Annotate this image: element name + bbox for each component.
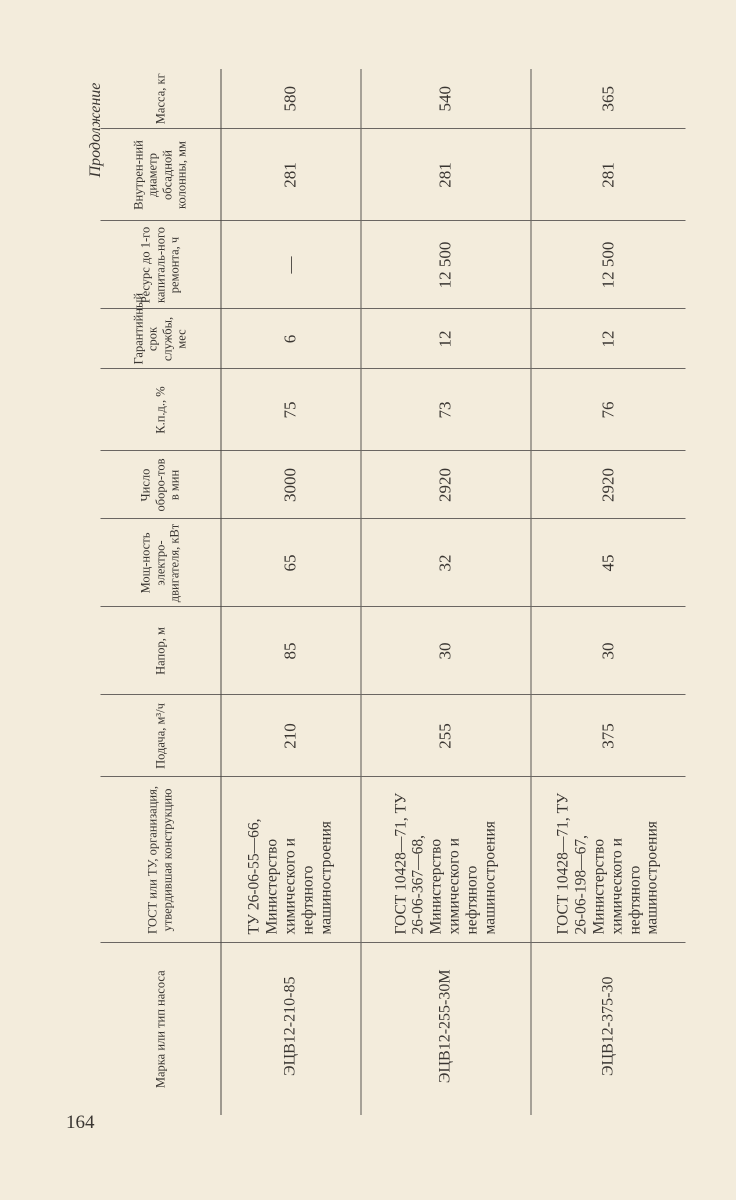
cell-brand: ЭЦВ12-210-85 (280, 976, 298, 1076)
cell-mass: 365 (530, 69, 685, 129)
table-row (530, 69, 685, 1115)
cell-gost: ТУ 26-06-55—66, Министерство химического и нефтяного машиностроения (220, 777, 360, 943)
cell-flow: 375 (530, 695, 685, 777)
cell-warranty: 12 (530, 309, 685, 369)
cell-power: 45 (530, 519, 685, 607)
cell-brand: ЭЦВ12-375-30 (598, 976, 616, 1076)
header-warranty: Гарантийный срок службы, мес (100, 309, 220, 369)
cell-gost: ГОСТ 10428—71, ТУ 26-06-367—68, Министерство химического и нефтяного машиностроения (360, 777, 530, 943)
cell-warranty: 6 (220, 309, 360, 369)
cell-diameter: 281 (530, 129, 685, 221)
cell-head: 30 (360, 607, 530, 695)
cell-head: 85 (220, 607, 360, 695)
header-row (100, 69, 220, 1115)
cell-brand: ЭЦВ12-255-30М (435, 969, 453, 1084)
cell-power: 32 (360, 519, 530, 607)
cell-mass: 540 (360, 69, 530, 129)
header-flow: Подача, м³/ч (100, 695, 220, 777)
table-row (220, 69, 360, 1115)
header-head: Напор, м (100, 607, 220, 695)
cell-resource: 12 500 (530, 221, 685, 309)
cell-efficiency: 75 (220, 369, 360, 451)
cell-gost: ГОСТ 10428—71, ТУ 26-06-198—67, Министерство химического и нефтяного машиностроения (530, 777, 685, 943)
table-container (100, 73, 685, 1102)
header-diameter: Внутрен-ний диаметр обсадной колонны, мм (100, 129, 220, 221)
cell-warranty: 12 (360, 309, 530, 369)
header-resource: Ресурс до 1-го капиталь-ного ремонта, ч (100, 221, 220, 309)
cell-head: 30 (530, 607, 685, 695)
header-power: Мощ-ность электро-двигателя, кВт (100, 519, 220, 607)
cell-resource: — (220, 221, 360, 309)
cell-rpm: 2920 (530, 451, 685, 519)
cell-rpm: 3000 (220, 451, 360, 519)
cell-efficiency: 76 (530, 369, 685, 451)
cell-rpm: 2920 (360, 451, 530, 519)
cell-flow: 255 (360, 695, 530, 777)
header-efficiency: К.п.д., % (100, 369, 220, 451)
header-brand: Марка или тип насоса (100, 943, 220, 1115)
cell-power: 65 (220, 519, 360, 607)
cell-efficiency: 73 (360, 369, 530, 451)
header-mass: Масса, кг (100, 69, 220, 129)
header-gost: ГОСТ или ТУ, организация, утвердившая конструкцию (100, 777, 220, 943)
header-rpm: Число оборо-тов в мин (100, 451, 220, 519)
pump-specs-table (100, 69, 685, 1115)
cell-diameter: 281 (220, 129, 360, 221)
cell-diameter: 281 (360, 129, 530, 221)
cell-flow: 210 (220, 695, 360, 777)
table-row (360, 69, 530, 1115)
cell-resource: 12 500 (360, 221, 530, 309)
page-number: 164 (66, 1112, 95, 1133)
cell-mass: 580 (220, 69, 360, 129)
continuation-label: Продолжение (87, 82, 104, 178)
